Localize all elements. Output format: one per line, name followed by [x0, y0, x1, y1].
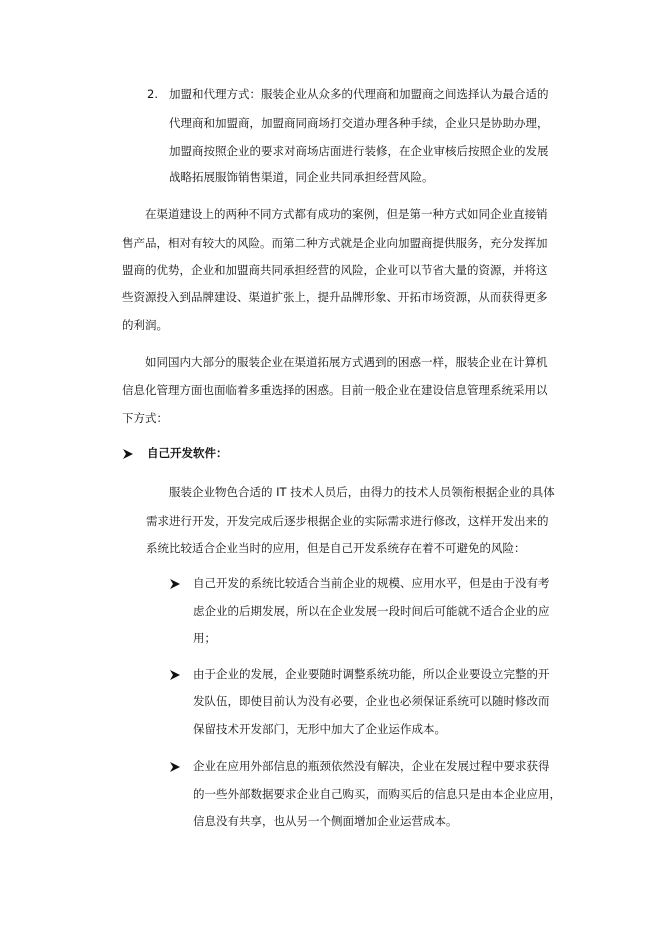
- section-heading: 自己开发软件：: [147, 446, 228, 460]
- bullet-line: 信息没有共享，也从另一个侧面增加企业运营成本。: [193, 814, 458, 828]
- text-line: 代理商和加盟商，加盟商同商场打交道办理各种手续，企业只是协助办理，: [169, 116, 549, 130]
- text-line: 信息化管理方面也面临着多重选择的困惑。目前一般企业在建设信息管理系统采用以: [122, 383, 548, 397]
- arrow-bullet-icon: [169, 578, 181, 590]
- bullet-line: 自己开发的系统比较适合当前企业的规模、应用水平，但是由于没有考: [193, 576, 550, 590]
- text-line: 些资源投入到品牌建设、渠道扩张上，提升品牌形象、开拓市场资源，从而获得更多: [122, 290, 548, 304]
- arrow-bullet-icon: [169, 669, 181, 681]
- text-line: 的利润。: [122, 318, 168, 332]
- arrow-bullet-icon: [122, 448, 134, 460]
- text-line: 加盟商按照企业的要求对商场店面进行装修，在企业审核后按照企业的发展: [169, 144, 549, 158]
- bullet-line: 由于企业的发展，企业要随时调整系统功能，所以企业要设立完整的开: [193, 667, 550, 681]
- text-line: 如同国内大部分的服装企业在渠道拓展方式遇到的困惑一样，服装企业在计算机: [145, 355, 548, 369]
- bullet-line: 虑企业的后期发展，所以在企业发展一段时间后可能就不适合企业的应: [193, 604, 550, 618]
- text-line: 盟商的优势，企业和加盟商共同承担经营的风险，企业可以节省大量的资源，并将这: [122, 263, 548, 277]
- text-line: 下方式：: [122, 411, 168, 425]
- bullet-line: 用；: [193, 631, 216, 645]
- text-line: 需求进行开发，开发完成后逐步根据企业的实际需求进行修改，这样开发出来的: [146, 514, 549, 528]
- text-line: 加盟和代理方式：服装企业从众多的代理商和加盟商之间选择认为最合适的: [169, 87, 549, 101]
- text-line: 在渠道建设上的两种不同方式都有成功的案例，但是第一种方式如同企业直接销: [145, 207, 548, 221]
- text-line: 服装企业物色合适的 IT 技术人员后，由得力的技术人员领衔根据企业的具体: [169, 485, 555, 499]
- bullet-line: 企业在应用外部信息的瓶颈依然没有解决，企业在发展过程中要求获得: [193, 759, 550, 773]
- bullet-line: 发队伍，即使目前认为没有必要，企业也必须保证系统可以随时修改而: [193, 694, 550, 708]
- bullet-line: 保留技术开发部门，无形中加大了企业运作成本。: [193, 722, 446, 736]
- bullet-line: 的一些外部数据要求企业自己购买，而购买后的信息只是由本企业应用，: [193, 787, 561, 801]
- list-number: 2.: [147, 87, 158, 101]
- text-line: 系统比较适合企业当时的应用，但是自己开发系统存在着不可避免的风险：: [146, 541, 526, 555]
- text-line: 售产品，相对有较大的风险。而第二种方式就是企业向加盟商提供服务，充分发挥加: [122, 236, 548, 250]
- arrow-bullet-icon: [169, 761, 181, 773]
- text-line: 战略拓展服饰销售渠道，同企业共同承担经营风险。: [169, 170, 434, 184]
